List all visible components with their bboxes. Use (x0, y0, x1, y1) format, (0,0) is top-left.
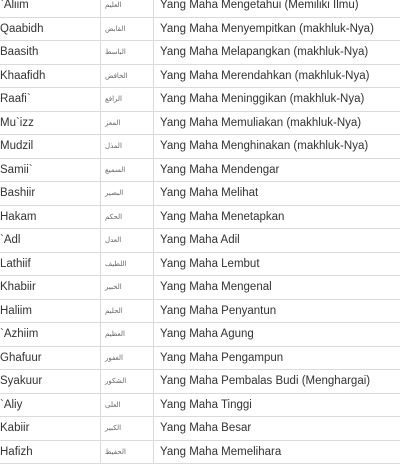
arabic-cell: العظيم (101, 323, 154, 347)
meaning-cell: Yang Maha Penyantun (154, 299, 400, 323)
meaning-cell: Yang Maha Pengampun (154, 346, 400, 370)
table-row (0, 17, 400, 41)
table-row (0, 205, 400, 229)
arabic-cell: الخبير (101, 276, 154, 300)
name-cell: Baasith (0, 41, 101, 65)
table-row (0, 111, 400, 135)
name-cell: Hafizh (0, 440, 101, 464)
meaning-cell: Yang Maha Memelihara (154, 440, 400, 464)
table-row (0, 393, 400, 417)
table-row (0, 0, 400, 17)
arabic-cell: العدل (101, 229, 154, 253)
table-row (0, 182, 400, 206)
meaning-cell: Yang Maha Mengenal (154, 276, 400, 300)
meaning-cell: Yang Maha Memuliakan (makhluk-Nya) (154, 111, 400, 135)
arabic-cell: الحكم (101, 205, 154, 229)
meaning-cell: Yang Maha Melapangkan (makhluk-Nya) (154, 41, 400, 65)
arabic-cell: الباسط (101, 41, 154, 65)
arabic-cell: البصير (101, 182, 154, 206)
name-cell: Bashiir (0, 182, 101, 206)
meaning-cell: Yang Maha Mendengar (154, 158, 400, 182)
name-cell: Mudzil (0, 135, 101, 159)
meaning-cell: Yang Maha Menetapkan (154, 205, 400, 229)
table-row (0, 370, 400, 394)
meaning-cell: Yang Maha Pembalas Budi (Menghargai) (154, 370, 400, 394)
arabic-cell: اللطيف (101, 252, 154, 276)
meaning-cell: Yang Maha Lembut (154, 252, 400, 276)
arabic-cell: الشكور (101, 370, 154, 394)
meaning-cell: Yang Maha Mengetahui (Memiliki Ilmu) (154, 0, 400, 17)
name-cell: Haliim (0, 299, 101, 323)
arabic-cell: العليم (101, 0, 154, 17)
arabic-cell: العلى (101, 393, 154, 417)
meaning-cell: Yang Maha Adil (154, 229, 400, 253)
table-row (0, 64, 400, 88)
arabic-cell: الحفيظ (101, 440, 154, 464)
table-row (0, 252, 400, 276)
name-cell: Khaafidh (0, 64, 101, 88)
table-row (0, 158, 400, 182)
table-row (0, 88, 400, 112)
table-row (0, 417, 400, 441)
meaning-cell: Yang Maha Menghinakan (makhluk-Nya) (154, 135, 400, 159)
table-row (0, 41, 400, 65)
name-cell: `Aliim (0, 0, 101, 17)
table-row (0, 135, 400, 159)
arabic-cell: الخافض (101, 64, 154, 88)
name-cell: Raafi` (0, 88, 101, 112)
name-cell: Syakuur (0, 370, 101, 394)
table-row (0, 346, 400, 370)
arabic-cell: القابض (101, 17, 154, 41)
name-cell: Lathiif (0, 252, 101, 276)
name-cell: Samii` (0, 158, 101, 182)
meaning-cell: Yang Maha Merendahkan (makhluk-Nya) (154, 64, 400, 88)
table-row (0, 440, 400, 464)
arabic-cell: الحليم (101, 299, 154, 323)
name-cell: Kabiir (0, 417, 101, 441)
name-cell: `Aliy (0, 393, 101, 417)
meaning-cell: Yang Maha Besar (154, 417, 400, 441)
arabic-cell: الرافع (101, 88, 154, 112)
arabic-cell: المذل (101, 135, 154, 159)
table-row (0, 299, 400, 323)
table-row (0, 276, 400, 300)
name-cell: Khabiir (0, 276, 101, 300)
arabic-cell: الغفور (101, 346, 154, 370)
meaning-cell: Yang Maha Menyempitkan (makhluk-Nya) (154, 17, 400, 41)
name-cell: Hakam (0, 205, 101, 229)
table-row (0, 323, 400, 347)
arabic-cell: السميع (101, 158, 154, 182)
arabic-cell: المعز (101, 111, 154, 135)
meaning-cell: Yang Maha Melihat (154, 182, 400, 206)
name-cell: Mu`izz (0, 111, 101, 135)
name-cell: Ghafuur (0, 346, 101, 370)
meaning-cell: Yang Maha Agung (154, 323, 400, 347)
name-cell: Qaabidh (0, 17, 101, 41)
meaning-cell: Yang Maha Meninggikan (makhluk-Nya) (154, 88, 400, 112)
meaning-cell: Yang Maha Tinggi (154, 393, 400, 417)
name-cell: `Adl (0, 229, 101, 253)
name-cell: `Azhiim (0, 323, 101, 347)
table-row (0, 229, 400, 253)
arabic-cell: الكبير (101, 417, 154, 441)
